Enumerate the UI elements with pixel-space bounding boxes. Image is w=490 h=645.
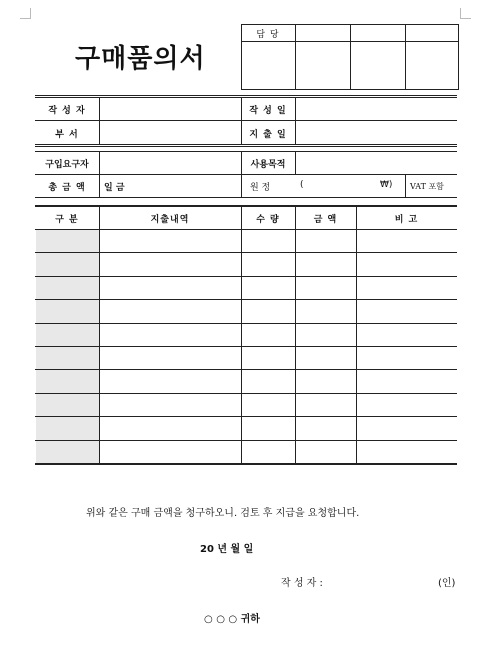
footer-writer-field[interactable]	[340, 570, 435, 588]
document-title: 구매품의서	[75, 44, 206, 74]
payment-date-label: 지 출 일	[249, 130, 287, 140]
table-cell[interactable]	[242, 370, 295, 392]
table-cell[interactable]	[357, 441, 457, 463]
table-cell[interactable]	[296, 324, 356, 346]
won-label: 원 정	[250, 183, 271, 193]
table-cell[interactable]	[296, 300, 356, 322]
requester-label: 구입요구자	[45, 160, 89, 170]
table-cell[interactable]	[296, 277, 356, 299]
table-cell[interactable]	[100, 370, 241, 392]
table-cell[interactable]	[100, 277, 241, 299]
date-line: 20 년 월 일	[200, 544, 254, 555]
table-cell[interactable]	[100, 347, 241, 369]
category-cell[interactable]	[36, 417, 99, 439]
table-cell[interactable]	[242, 441, 295, 463]
table-cell[interactable]	[100, 253, 241, 275]
write-date-label: 작 성 일	[249, 106, 287, 116]
table-cell[interactable]	[242, 324, 295, 346]
table-cell[interactable]	[357, 417, 457, 439]
table-cell[interactable]	[242, 230, 295, 252]
table-header-1: 구 분	[55, 215, 79, 225]
table-col-line	[241, 205, 242, 463]
table-col-line	[99, 205, 100, 463]
table-row-line	[35, 463, 457, 465]
category-cell[interactable]	[36, 441, 99, 463]
table-cell[interactable]	[357, 277, 457, 299]
table-header-4: 금 액	[313, 215, 338, 225]
purpose-label: 사용목적	[250, 160, 286, 170]
table-cell[interactable]	[242, 394, 295, 416]
table-col-line	[295, 205, 296, 463]
won-open-paren: (	[300, 180, 304, 190]
table-header-3: 수 량	[256, 215, 280, 225]
table-cell[interactable]	[100, 394, 241, 416]
approval-label: 담 당	[256, 30, 280, 40]
table-cell[interactable]	[357, 230, 457, 252]
table-cell[interactable]	[100, 324, 241, 346]
table-cell[interactable]	[100, 417, 241, 439]
table-header-5: 비 고	[394, 215, 419, 225]
category-cell[interactable]	[36, 394, 99, 416]
table-cell[interactable]	[100, 230, 241, 252]
table-cell[interactable]	[242, 347, 295, 369]
table-header-2: 지출내역	[150, 215, 190, 225]
total-value: 일 금	[104, 183, 125, 193]
category-cell[interactable]	[36, 230, 99, 252]
category-cell[interactable]	[36, 370, 99, 392]
table-cell[interactable]	[242, 277, 295, 299]
table-cell[interactable]	[242, 417, 295, 439]
table-cell[interactable]	[357, 324, 457, 346]
recipient-line: ○ ○ ○ 귀하	[204, 614, 260, 625]
vat-note: VAT 포함	[410, 182, 444, 191]
table-cell[interactable]	[296, 441, 356, 463]
category-cell[interactable]	[36, 277, 99, 299]
table-cell[interactable]	[100, 300, 241, 322]
table-cell[interactable]	[296, 417, 356, 439]
request-statement: 위와 같은 구매 금액을 청구하오니. 검토 후 지급을 요청합니다.	[86, 508, 360, 519]
category-cell[interactable]	[36, 253, 99, 275]
table-cell[interactable]	[242, 253, 295, 275]
table-cell[interactable]	[100, 441, 241, 463]
table-cell[interactable]	[357, 347, 457, 369]
category-cell[interactable]	[36, 300, 99, 322]
table-col-line	[356, 205, 357, 463]
department-label: 부 서	[55, 130, 79, 140]
footer-writer-label: 작 성 자 :	[281, 578, 323, 589]
table-cell[interactable]	[296, 347, 356, 369]
table-cell[interactable]	[296, 370, 356, 392]
category-cell[interactable]	[36, 324, 99, 346]
table-cell[interactable]	[296, 230, 356, 252]
table-cell[interactable]	[357, 394, 457, 416]
total-label: 총 금 액	[48, 183, 86, 193]
table-cell[interactable]	[296, 394, 356, 416]
table-cell[interactable]	[296, 253, 356, 275]
won-symbol: ₩)	[380, 180, 393, 190]
seal-mark: (인)	[438, 578, 456, 589]
table-cell[interactable]	[242, 300, 295, 322]
writer-label: 작 성 자	[48, 106, 86, 116]
table-cell[interactable]	[357, 370, 457, 392]
category-cell[interactable]	[36, 347, 99, 369]
table-cell[interactable]	[357, 300, 457, 322]
table-cell[interactable]	[357, 253, 457, 275]
